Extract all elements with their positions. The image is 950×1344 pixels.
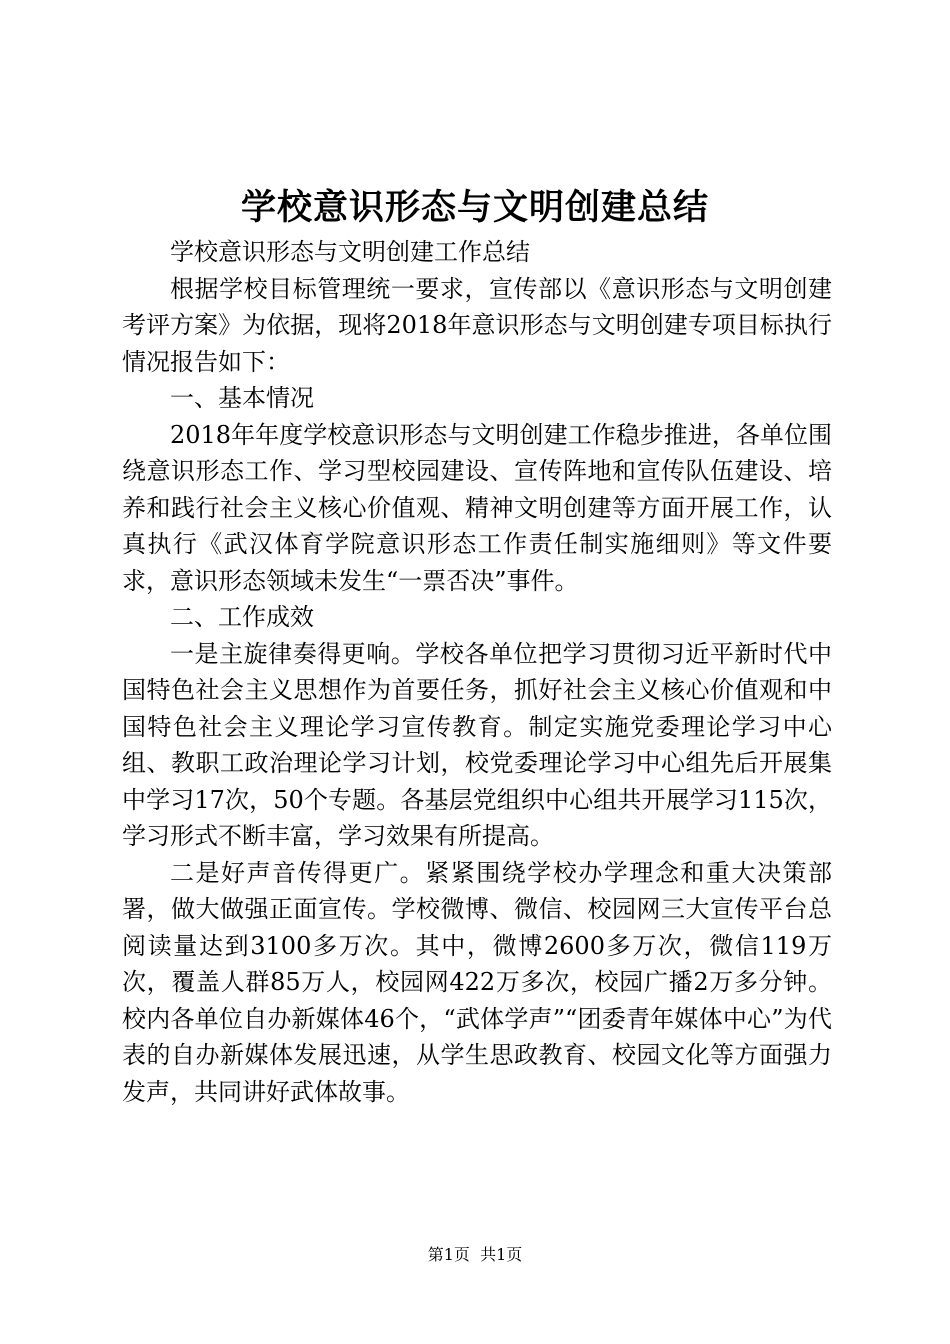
paragraph-result-one: 一是主旋律奏得更响。学校各单位把学习贯彻习近平新时代中国特色社会主义思想作为首要任务，抓好社会主义核心价值观和中国特色社会主义理论学习宣传教育。制定实施党委理论学习中心组、教职工政治理论学习计划，校党委理论学习中心组先后开展集中学习17次，50个专题。各基层党组织中心组共开展学习115次，学习形式不断丰富，学习效果有所提高。: [122, 639, 832, 850]
section-heading-basic: 一、基本情况: [170, 384, 314, 412]
document-title: 学校意识形态与文明创建总结: [240, 187, 709, 228]
paragraph-intro: 根据学校目标管理统一要求，宣传部以《意识形态与文明创建考评方案》为依据，现将2018年意识形态与文明创建专项目标执行情况报告如下：: [122, 274, 832, 376]
paragraph-basic-situation: 2018年年度学校意识形态与文明创建工作稳步推进，各单位围绕意识形态工作、学习型校园建设、宣传阵地和宣传队伍建设、培养和践行社会主义核心价值观、精神文明创建等方面开展工作，认真执行《武汉体育学院意识形态工作责任制实施细则》等文件要求，意识形态领域未发生“一票否决”事件。: [122, 420, 832, 595]
page-footer: [0, 1244, 950, 1266]
paragraph-subtitle: 学校意识形态与文明创建工作总结: [170, 238, 530, 266]
paragraph-result-two: 二是好声音传得更广。紧紧围绕学校办学理念和重大决策部署，做大做强正面宣传。学校微博、微信、校园网三大宣传平台总阅读量达到3100多万次。其中，微博2600多万次，微信119万次，覆盖人群85万人，校园网422万多次，校园广播2万多分钟。校内各单位自办新媒体46个，“武体学声”“团委青年媒体中心”为代表的自办新媒体发展迅速，从学生思政教育、校园文化等方面强力发声，共同讲好武体故事。: [122, 858, 832, 1106]
document-body: [122, 234, 832, 1110]
page-number: 第1页 共1页: [427, 1245, 523, 1264]
section-heading-results: 二、工作成效: [170, 603, 314, 631]
